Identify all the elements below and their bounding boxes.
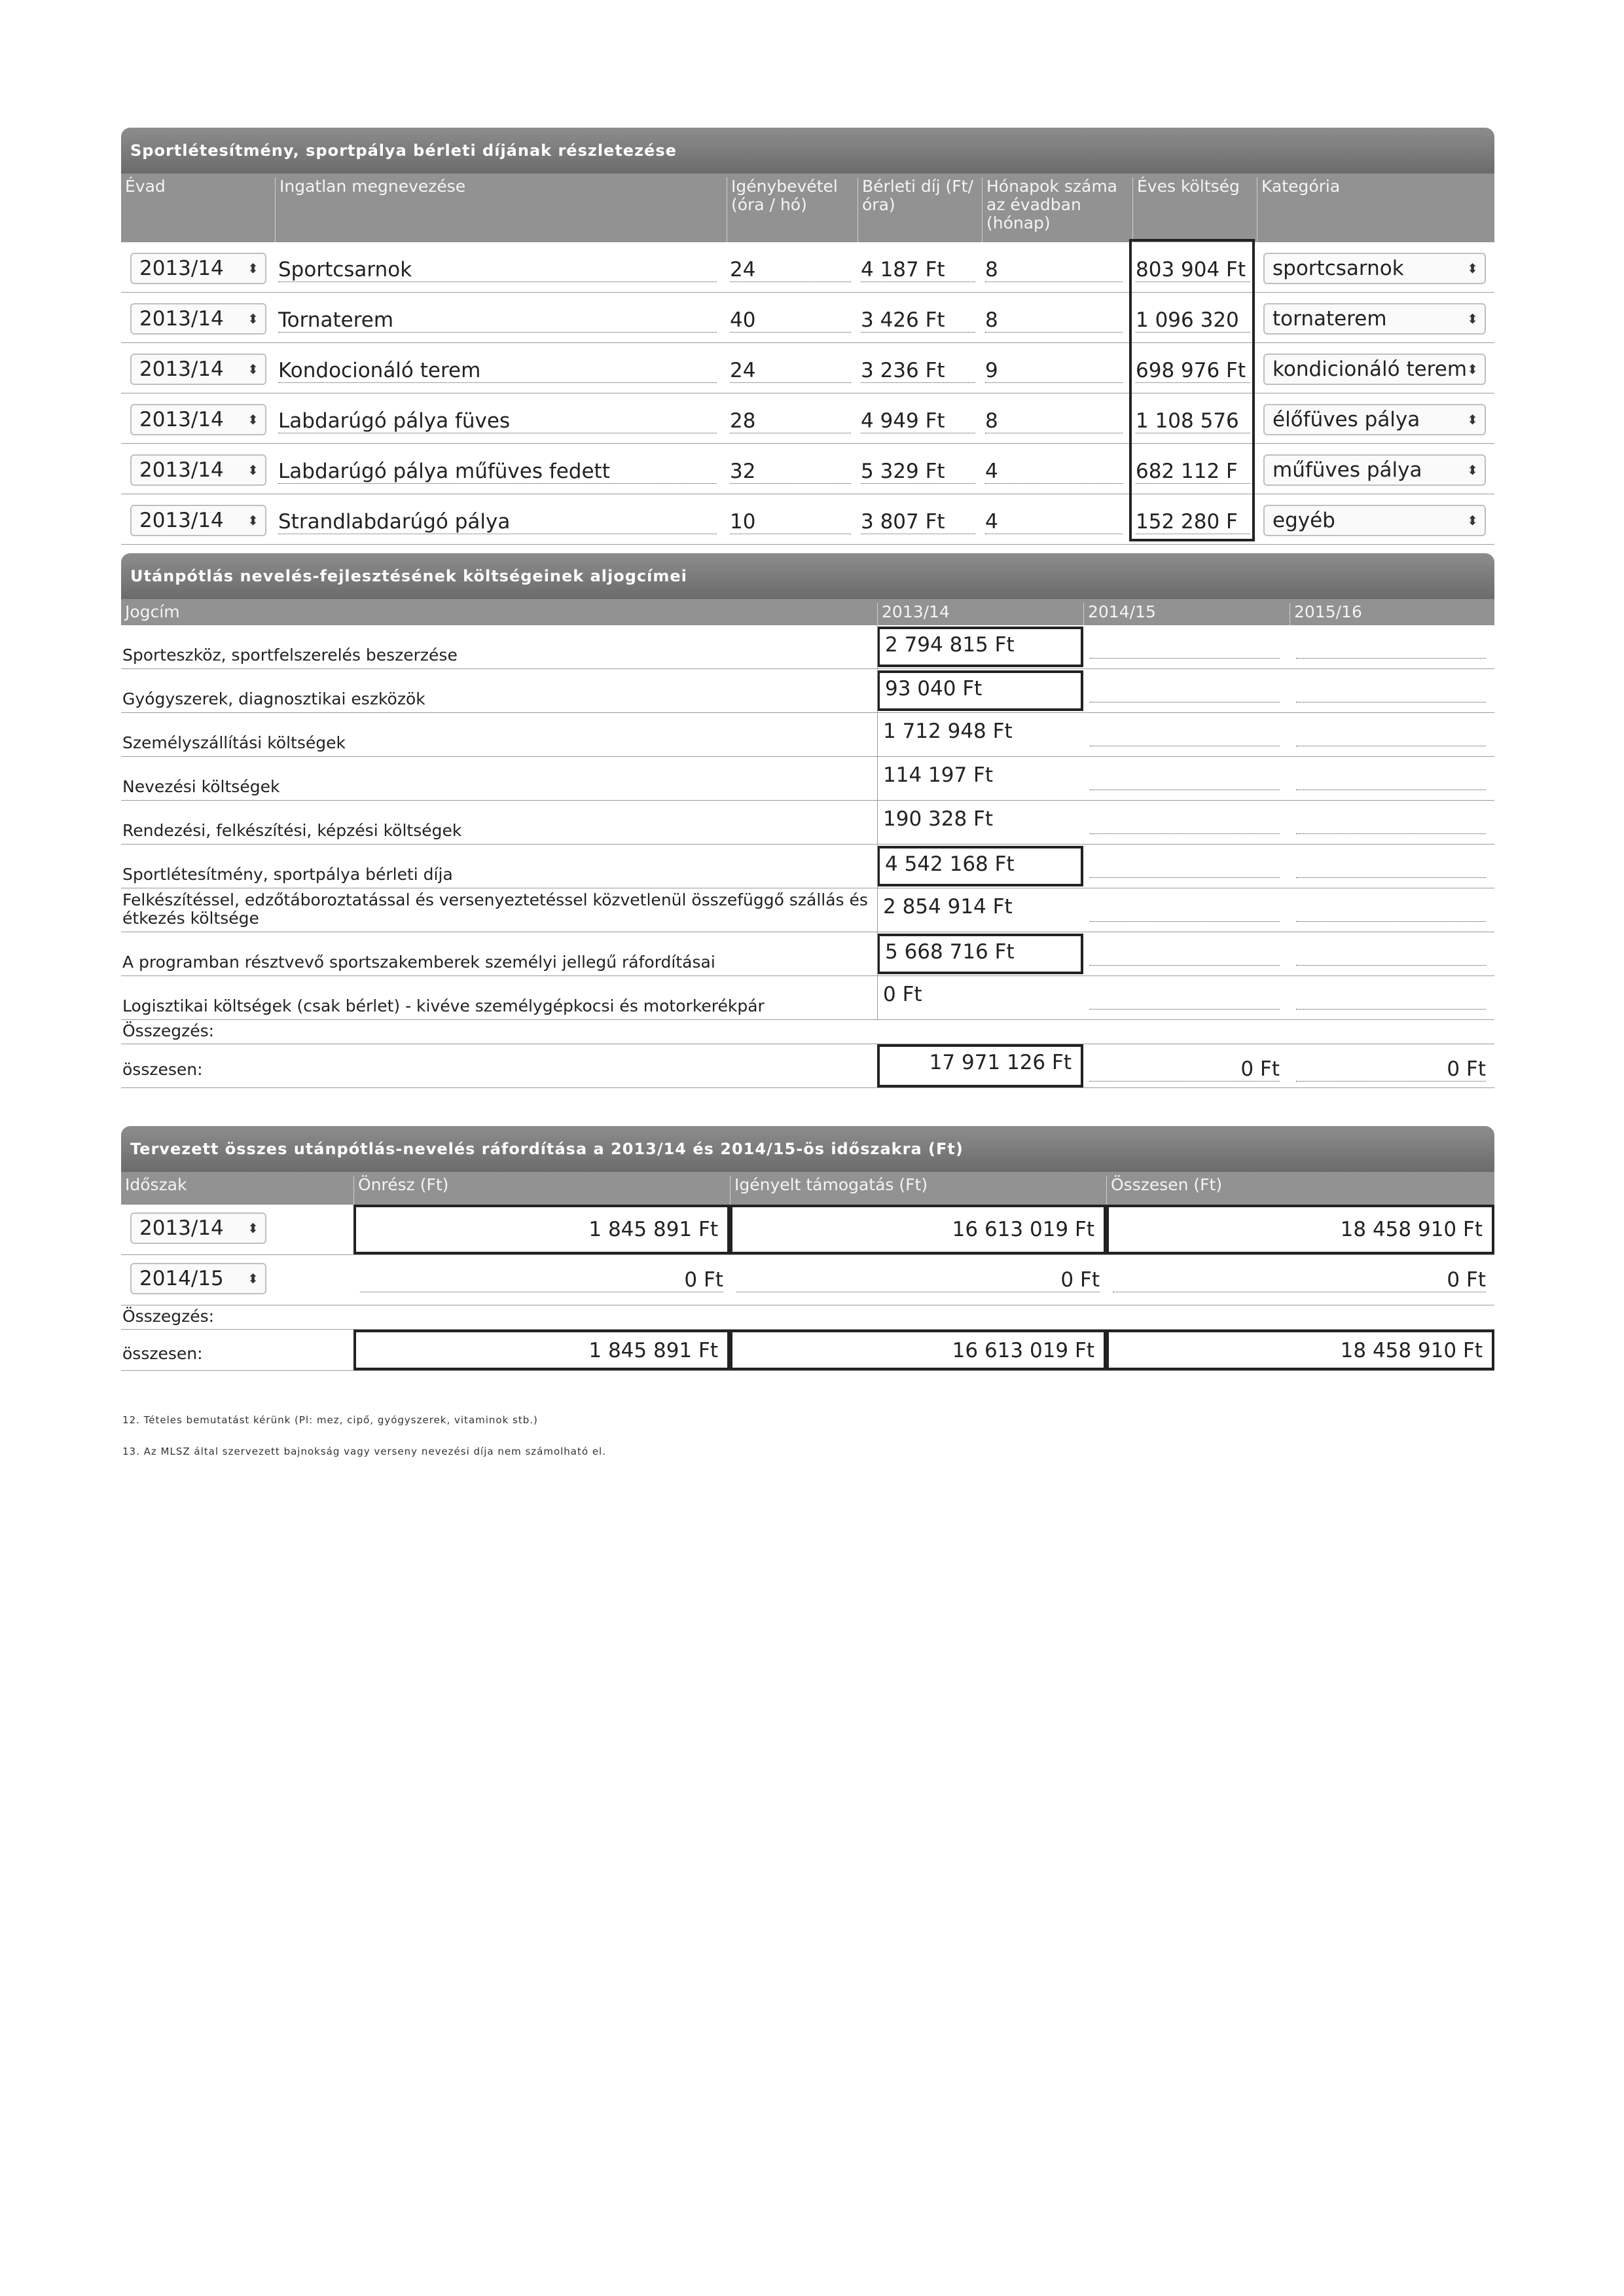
- cost-value-2013: 4 542 168 Ft: [877, 846, 1083, 886]
- rental-panel: [121, 128, 1494, 545]
- category-select[interactable]: [1263, 253, 1486, 284]
- category-value: műfüves pálya: [1272, 458, 1422, 482]
- select-arrows-icon: ⬍: [247, 513, 259, 528]
- months-count: 4: [985, 510, 1123, 534]
- cost-value-2014: [1090, 1009, 1280, 1010]
- cost-value-2013: 2 854 914 Ft: [883, 895, 1013, 919]
- category-select[interactable]: [1263, 505, 1486, 536]
- season-value: 2013/14: [139, 408, 224, 431]
- column-divider: [877, 845, 878, 888]
- planned-total-sum: 18 458 910 Ft: [1106, 1330, 1494, 1370]
- header-requested: Igényelt támogatás (Ft): [730, 1176, 1106, 1205]
- cost-label: Személyszállítási költségek: [122, 733, 346, 752]
- select-arrows-icon: ⬍: [247, 261, 259, 276]
- months-count: 9: [985, 359, 1123, 383]
- annual-cost: 1 108 576: [1136, 409, 1250, 433]
- own-contribution: 1 845 891 Ft: [353, 1205, 730, 1254]
- planned-rows: [121, 1205, 1494, 1305]
- planned-total: 0 Ft: [1113, 1268, 1486, 1292]
- costs-panel: [121, 553, 1494, 1088]
- usage-hours: 24: [730, 258, 851, 282]
- rental-row: [121, 242, 1494, 293]
- planned-total-own: 1 845 891 Ft: [353, 1330, 730, 1370]
- rental-header: [121, 173, 1494, 242]
- property-name: Kondocionáló terem: [278, 359, 717, 383]
- cost-row: [121, 757, 1494, 801]
- costs-total-2015: 0 Ft: [1296, 1057, 1486, 1082]
- cost-label: Felkészítéssel, edzőtáboroztatással és versenyeztetéssel közvetlenül összefüggő szállás és étkezés költsége: [122, 890, 868, 928]
- header-2013: 2013/14: [877, 603, 1083, 625]
- cost-value-2015: [1296, 877, 1486, 878]
- category-select[interactable]: [1263, 454, 1486, 486]
- planned-total-label: összesen:: [122, 1344, 203, 1363]
- select-arrows-icon: ⬍: [1467, 311, 1478, 327]
- category-value: kondicionáló terem: [1272, 357, 1468, 381]
- own-contribution: 0 Ft: [360, 1268, 723, 1292]
- category-value: tornaterem: [1272, 307, 1387, 331]
- category-select[interactable]: [1263, 354, 1486, 385]
- season-value: 2013/14: [139, 458, 224, 482]
- planned-summary-label: Összegzés:: [122, 1307, 215, 1326]
- planned-header: [121, 1172, 1494, 1205]
- header-2015: 2015/16: [1290, 603, 1494, 625]
- cost-label: Sporteszköz, sportfelszerelés beszerzése: [122, 646, 458, 665]
- select-arrows-icon: ⬍: [247, 1220, 259, 1236]
- select-arrows-icon: ⬍: [1467, 412, 1478, 428]
- header-jogcim: Jogcím: [125, 602, 180, 621]
- column-divider: [877, 888, 878, 932]
- header-period: Időszak: [125, 1175, 187, 1194]
- cost-row: [121, 976, 1494, 1020]
- column-divider: [877, 932, 878, 975]
- planned-total-row: [121, 1330, 1494, 1371]
- column-divider: [877, 757, 878, 800]
- season-select[interactable]: [130, 303, 266, 335]
- header-months: Hónapok száma az évadban (hónap): [982, 177, 1132, 242]
- season-select[interactable]: [130, 454, 266, 486]
- cost-value-2015: [1296, 658, 1486, 659]
- footnote-12: 12. Tételes bemutatást kérünk (Pl: mez, cipő, gyógyszerek, vitaminok stb.): [122, 1414, 538, 1426]
- requested-support: 0 Ft: [736, 1268, 1100, 1292]
- select-arrows-icon: ⬍: [247, 412, 259, 428]
- annual-cost: 152 280 F: [1136, 510, 1250, 534]
- column-divider: [877, 976, 878, 1019]
- property-name: Labdarúgó pálya műfüves fedett: [278, 460, 717, 484]
- cost-rows: [121, 625, 1494, 1020]
- header-2014: 2014/15: [1083, 603, 1290, 625]
- rental-row: [121, 393, 1494, 444]
- season-value: 2013/14: [139, 509, 224, 532]
- planned-title: Tervezett összes utánpótlás-nevelés ráfordítása a 2013/14 és 2014/15-ös időszakra (Ft): [121, 1126, 1494, 1172]
- season-value: 2013/14: [139, 307, 224, 331]
- header-own: Önrész (Ft): [353, 1176, 730, 1205]
- cost-value-2015: [1296, 921, 1486, 922]
- months-count: 8: [985, 308, 1123, 333]
- rental-row: [121, 444, 1494, 494]
- header-annual: Éves költség: [1132, 177, 1257, 242]
- cost-row: [121, 932, 1494, 976]
- header-season: Évad: [125, 177, 166, 196]
- costs-header: [121, 599, 1494, 625]
- category-value: sportcsarnok: [1272, 257, 1404, 280]
- cost-value-2013: 2 794 815 Ft: [877, 627, 1083, 667]
- category-select[interactable]: [1263, 404, 1486, 435]
- select-arrows-icon: ⬍: [1467, 361, 1478, 377]
- cost-value-2013: 1 712 948 Ft: [883, 720, 1013, 743]
- cost-value-2013: 93 040 Ft: [877, 670, 1083, 711]
- cost-label: Rendezési, felkészítési, képzési költségek: [122, 821, 462, 840]
- category-value: egyéb: [1272, 509, 1335, 532]
- requested-support: 16 613 019 Ft: [730, 1205, 1106, 1254]
- cost-value-2014: [1090, 921, 1280, 922]
- header-fee: Bérleti díj (Ft/óra): [857, 177, 982, 242]
- rental-row: [121, 494, 1494, 545]
- cost-label: A programban résztvevő sportszakemberek személyi jellegű ráfordításai: [122, 953, 715, 972]
- column-divider: [877, 801, 878, 844]
- rental-row: [121, 343, 1494, 393]
- property-name: Labdarúgó pálya füves: [278, 409, 717, 433]
- cost-value-2013: 190 328 Ft: [883, 807, 994, 831]
- months-count: 8: [985, 409, 1123, 433]
- rental-fee: 4 187 Ft: [861, 258, 975, 282]
- planned-panel: [121, 1126, 1494, 1371]
- header-usage: Igénybevétel (óra / hó): [727, 177, 857, 242]
- usage-hours: 28: [730, 409, 851, 433]
- period-select[interactable]: [130, 1212, 266, 1244]
- select-arrows-icon: ⬍: [247, 361, 259, 377]
- select-arrows-icon: ⬍: [1467, 261, 1478, 276]
- cost-label: Gyógyszerek, diagnosztikai eszközök: [122, 689, 425, 708]
- usage-hours: 32: [730, 460, 851, 484]
- planned-row: [121, 1255, 1494, 1305]
- costs-title: Utánpótlás nevelés-fejlesztésének költségeinek aljogcímei: [121, 553, 1494, 599]
- period-select[interactable]: [130, 1263, 266, 1294]
- season-value: 2013/14: [139, 357, 224, 381]
- season-select[interactable]: [130, 404, 266, 435]
- cost-label: Logisztikai költségek (csak bérlet) - kivéve személygépkocsi és motorkerékpár: [122, 996, 765, 1015]
- category-select[interactable]: [1263, 303, 1486, 335]
- column-divider: [877, 625, 878, 668]
- cost-value-2015: [1296, 833, 1486, 834]
- months-count: 4: [985, 460, 1123, 484]
- property-name: Tornaterem: [278, 308, 717, 333]
- select-arrows-icon: ⬍: [247, 462, 259, 478]
- cost-row: [121, 625, 1494, 669]
- season-value: 2013/14: [139, 257, 224, 280]
- costs-summary-row: [121, 1020, 1494, 1044]
- footnote-13: 13. Az MLSZ által szervezett bajnokság vagy verseny nevezési díja nem számolható el.: [122, 1446, 606, 1457]
- usage-hours: 10: [730, 510, 851, 534]
- cost-label: Sportlétesítmény, sportpálya bérleti díja: [122, 865, 453, 884]
- season-select[interactable]: [130, 354, 266, 385]
- annual-cost-highlight: [1129, 239, 1255, 541]
- rental-fee: 3 236 Ft: [861, 359, 975, 383]
- planned-summary-row: [121, 1305, 1494, 1330]
- header-property: Ingatlan megnevezése: [275, 177, 727, 242]
- column-divider: [877, 669, 878, 712]
- cost-value-2015: [1296, 1009, 1486, 1010]
- cost-value-2014: [1090, 877, 1280, 878]
- period-value: 2013/14: [139, 1216, 224, 1240]
- months-count: 8: [985, 258, 1123, 282]
- costs-total-label: összesen:: [122, 1060, 203, 1079]
- rental-fee: 3 426 Ft: [861, 308, 975, 333]
- usage-hours: 40: [730, 308, 851, 333]
- costs-summary-label: Összegzés:: [122, 1021, 215, 1040]
- cost-value-2014: [1090, 658, 1280, 659]
- cost-value-2013: 114 197 Ft: [883, 763, 994, 787]
- category-value: élőfüves pálya: [1272, 408, 1420, 431]
- property-name: Sportcsarnok: [278, 258, 717, 282]
- cost-row: [121, 801, 1494, 845]
- annual-cost: 803 904 Ft: [1136, 258, 1250, 282]
- cost-row: [121, 713, 1494, 757]
- annual-cost: 698 976 Ft: [1136, 359, 1250, 383]
- annual-cost: 682 112 F: [1136, 460, 1250, 484]
- planned-total-requested: 16 613 019 Ft: [730, 1330, 1106, 1370]
- costs-total-2013: 17 971 126 Ft: [877, 1044, 1083, 1087]
- rental-title: Sportlétesítmény, sportpálya bérleti díjának részletezése: [121, 128, 1494, 173]
- header-total: Összesen (Ft): [1106, 1176, 1494, 1205]
- costs-total-row: [121, 1044, 1494, 1088]
- cost-row: [121, 669, 1494, 713]
- cost-value-2013: 0 Ft: [883, 983, 922, 1006]
- usage-hours: 24: [730, 359, 851, 383]
- annual-cost: 1 096 320: [1136, 308, 1250, 333]
- cost-row: [121, 888, 1494, 932]
- select-arrows-icon: ⬍: [247, 1271, 259, 1286]
- planned-total: 18 458 910 Ft: [1106, 1205, 1494, 1254]
- select-arrows-icon: ⬍: [1467, 513, 1478, 528]
- select-arrows-icon: ⬍: [247, 311, 259, 327]
- property-name: Strandlabdarúgó pálya: [278, 510, 717, 534]
- rental-row: [121, 293, 1494, 343]
- select-arrows-icon: ⬍: [1467, 462, 1478, 478]
- rental-fee: 5 329 Ft: [861, 460, 975, 484]
- period-value: 2014/15: [139, 1267, 224, 1290]
- header-category: Kategória: [1257, 177, 1494, 242]
- cost-value-2015: [1296, 965, 1486, 966]
- rental-rows: [121, 242, 1494, 545]
- cost-label: Nevezési költségek: [122, 777, 280, 796]
- cost-row: [121, 845, 1494, 888]
- cost-value-2013: 5 668 716 Ft: [877, 934, 1083, 974]
- season-select[interactable]: [130, 253, 266, 284]
- cost-value-2014: [1090, 833, 1280, 834]
- costs-total-2014: 0 Ft: [1090, 1057, 1280, 1082]
- cost-value-2014: [1090, 965, 1280, 966]
- column-divider: [877, 713, 878, 756]
- rental-fee: 3 807 Ft: [861, 510, 975, 534]
- season-select[interactable]: [130, 505, 266, 536]
- rental-fee: 4 949 Ft: [861, 409, 975, 433]
- planned-row: [121, 1205, 1494, 1255]
